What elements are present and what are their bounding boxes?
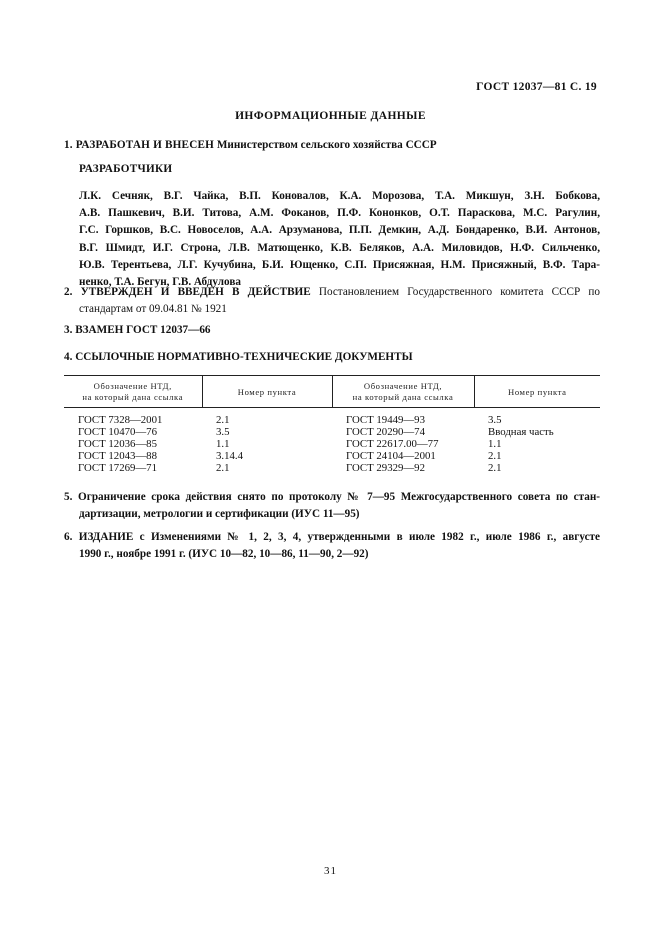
col-header-doc: Обозначение НТД, на который дана ссылка	[64, 376, 202, 408]
section-1-text: Министерством сельского хозяйства СССР	[214, 139, 437, 151]
section-3-label: 3. ВЗАМЕН ГОСТ 12037—66	[64, 324, 211, 336]
table-row	[64, 450, 600, 462]
cell-doc: ГОСТ 7328—2001	[78, 414, 163, 426]
developers-list	[79, 188, 600, 291]
page-number: 31	[324, 865, 337, 877]
col-header-doc: Обозначение НТД, на который дана ссылка	[332, 376, 474, 408]
developers-line: Л.К. Сечняк, В.Г. Чайка, В.П. Коновалов, К.А. Морозова, Т.А. Микшун, З.Н. Бобкова,	[79, 190, 600, 202]
cell-doc: ГОСТ 20290—74	[346, 426, 425, 438]
cell-num: 2.1	[216, 414, 230, 426]
section-5-line: дартизации, метрологии и сертификации (ИУС 11—95)	[79, 508, 360, 520]
section-2	[64, 284, 600, 318]
section-2-text: Постановлением Государственного комитета СССР по	[310, 286, 600, 298]
cell-doc: ГОСТ 24104—2001	[346, 450, 436, 462]
section-2-label: 2. УТВЕРЖДЕН И ВВЕДЕН В ДЕЙСТВИЕ	[64, 286, 311, 298]
cell-doc: ГОСТ 12043—88	[78, 450, 157, 462]
developers-line: Г.С. Горшков, В.С. Новоселов, А.А. Арзуманова, П.П. Демкин, А.Д. Бондаренко, В.И. Антонов,	[79, 224, 600, 237]
section-4	[64, 349, 600, 366]
cell-num: 2.1	[216, 462, 230, 474]
cell-num: 2.1	[488, 450, 502, 462]
cell-doc: ГОСТ 10470—76	[78, 426, 157, 438]
developers-line: В.Г. Шмидт, И.Г. Строна, Л.В. Матющенко, К.В. Беляков, А.А. Миловидов, Н.Ф. Сильченко,	[79, 241, 600, 254]
cell-num: 3.5	[488, 414, 502, 426]
section-2-text-cont: стандартам от 09.04.81 № 1921	[79, 303, 227, 315]
section-5	[64, 489, 600, 523]
developers-line: А.В. Пашкевич, В.И. Титова, А.М. Фоканов, П.Ф. Кононков, О.Т. Параскова, М.С. Рагулин,	[79, 207, 600, 220]
section-1	[64, 137, 600, 154]
cell-num: 1.1	[488, 438, 502, 450]
section-6	[64, 529, 600, 563]
col-header-num: Номер пункта	[202, 376, 332, 408]
cell-num: 1.1	[216, 438, 230, 450]
section-3	[64, 322, 600, 339]
table-row	[64, 426, 600, 438]
table-row	[64, 462, 600, 474]
cell-num: 3.14.4	[216, 450, 243, 462]
cell-num: 3.5	[216, 426, 230, 438]
cell-num: Вводная часть	[488, 426, 554, 438]
cell-num: 2.1	[488, 462, 502, 474]
col-header-num: Номер пункта	[474, 376, 600, 408]
cell-doc: ГОСТ 12036—85	[78, 438, 157, 450]
cell-doc: ГОСТ 17269—71	[78, 462, 157, 474]
table-row	[64, 438, 600, 450]
developers-line: ненко, Т.А. Бегун, Г.В. Абдулова	[79, 276, 241, 289]
section-6-line: 6. ИЗДАНИЕ с Изменениями № 1, 2, 3, 4, утвержденными в июле 1982 г., июле 1986 г., августе	[64, 531, 600, 543]
section-4-label: 4. ССЫЛОЧНЫЕ НОРМАТИВНО-ТЕХНИЧЕСКИЕ ДОКУМЕНТЫ	[64, 351, 413, 363]
table-header-row	[64, 376, 600, 408]
developers-heading: РАЗРАБОТЧИКИ	[79, 163, 173, 175]
page-header: ГОСТ 12037—81 С. 19	[476, 81, 597, 93]
cell-doc: ГОСТ 19449—93	[346, 414, 425, 426]
page-title: ИНФОРМАЦИОННЫЕ ДАННЫЕ	[235, 110, 426, 122]
cell-doc: ГОСТ 29329—92	[346, 462, 425, 474]
section-6-line: 1990 г., ноябре 1991 г. (ИУС 10—82, 10—86, 11—90, 2—92)	[79, 548, 369, 560]
cell-doc: ГОСТ 22617.00—77	[346, 438, 439, 450]
developers-line: Ю.В. Терентьева, Л.Г. Кучубина, Б.И. Ющенко, С.П. Присяжная, Н.М. Присяжный, В.Ф. Тара-	[79, 258, 600, 271]
section-1-label: 1. РАЗРАБОТАН И ВНЕСЕН	[64, 139, 215, 151]
section-5-line: 5. Ограничение срока действия снято по протоколу № 7—95 Межгосударственного совета по стан-	[64, 491, 600, 503]
reference-table	[64, 375, 600, 474]
table-row	[64, 408, 600, 427]
